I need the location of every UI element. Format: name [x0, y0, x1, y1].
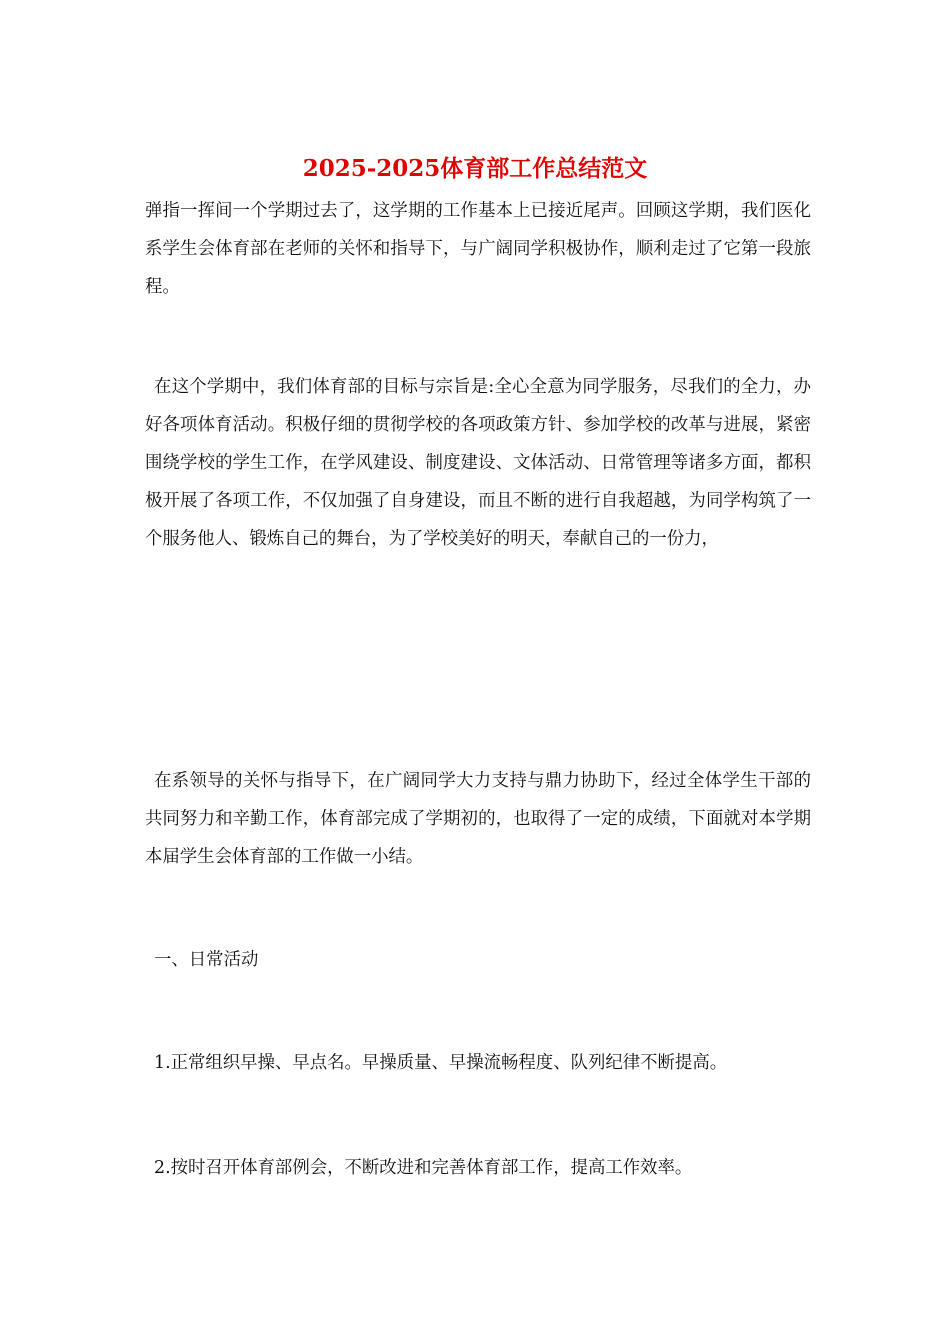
paragraph-intro: 弹指一挥间一个学期过去了，这学期的工作基本上已接近尾声。回顾这学期，我们医化系学生会体育部在老师的关怀和指导下，与广阔同学积极协作，顺利走过了它第一段旅程。 [145, 201, 811, 297]
list-item: 2.按时召开体育部例会，不断改进和完善体育部工作，提高工作效率。 [154, 1158, 693, 1178]
paragraph-summary-intro: 在系领导的关怀与指导下，在广阔同学大力支持与鼎力协助下，经过全体学生干部的共同努力和辛勤工作，体育部完成了学期初的，也取得了一定的成绩，下面就对本学期本届学生会体育部的工作做一小结。 [145, 771, 811, 867]
paragraph-goals: 在这个学期中，我们体育部的目标与宗旨是:全心全意为同学服务，尽我们的全力，办好各项体育活动。积极仔细的贯彻学校的各项政策方针、参加学校的改革与进展，紧密围绕学校的学生工作，在学风建设、制度建设、文体活动、日常管理等诸多方面，都积极开展了各项工作，不仅加强了自身建设，而且不断的进行自我超越，为同学构筑了一个服务他人、锻炼自己的舞台，为了学校美好的明天，奉献自己的一份力， [145, 377, 811, 549]
section-heading-daily-activities: 一、日常活动 [154, 950, 259, 970]
document-title: 2025-2025体育部工作总结范文 [302, 155, 648, 182]
list-item: 1.正常组织早操、早点名。早操质量、早操流畅程度、队列纪律不断提高。 [154, 1053, 728, 1073]
